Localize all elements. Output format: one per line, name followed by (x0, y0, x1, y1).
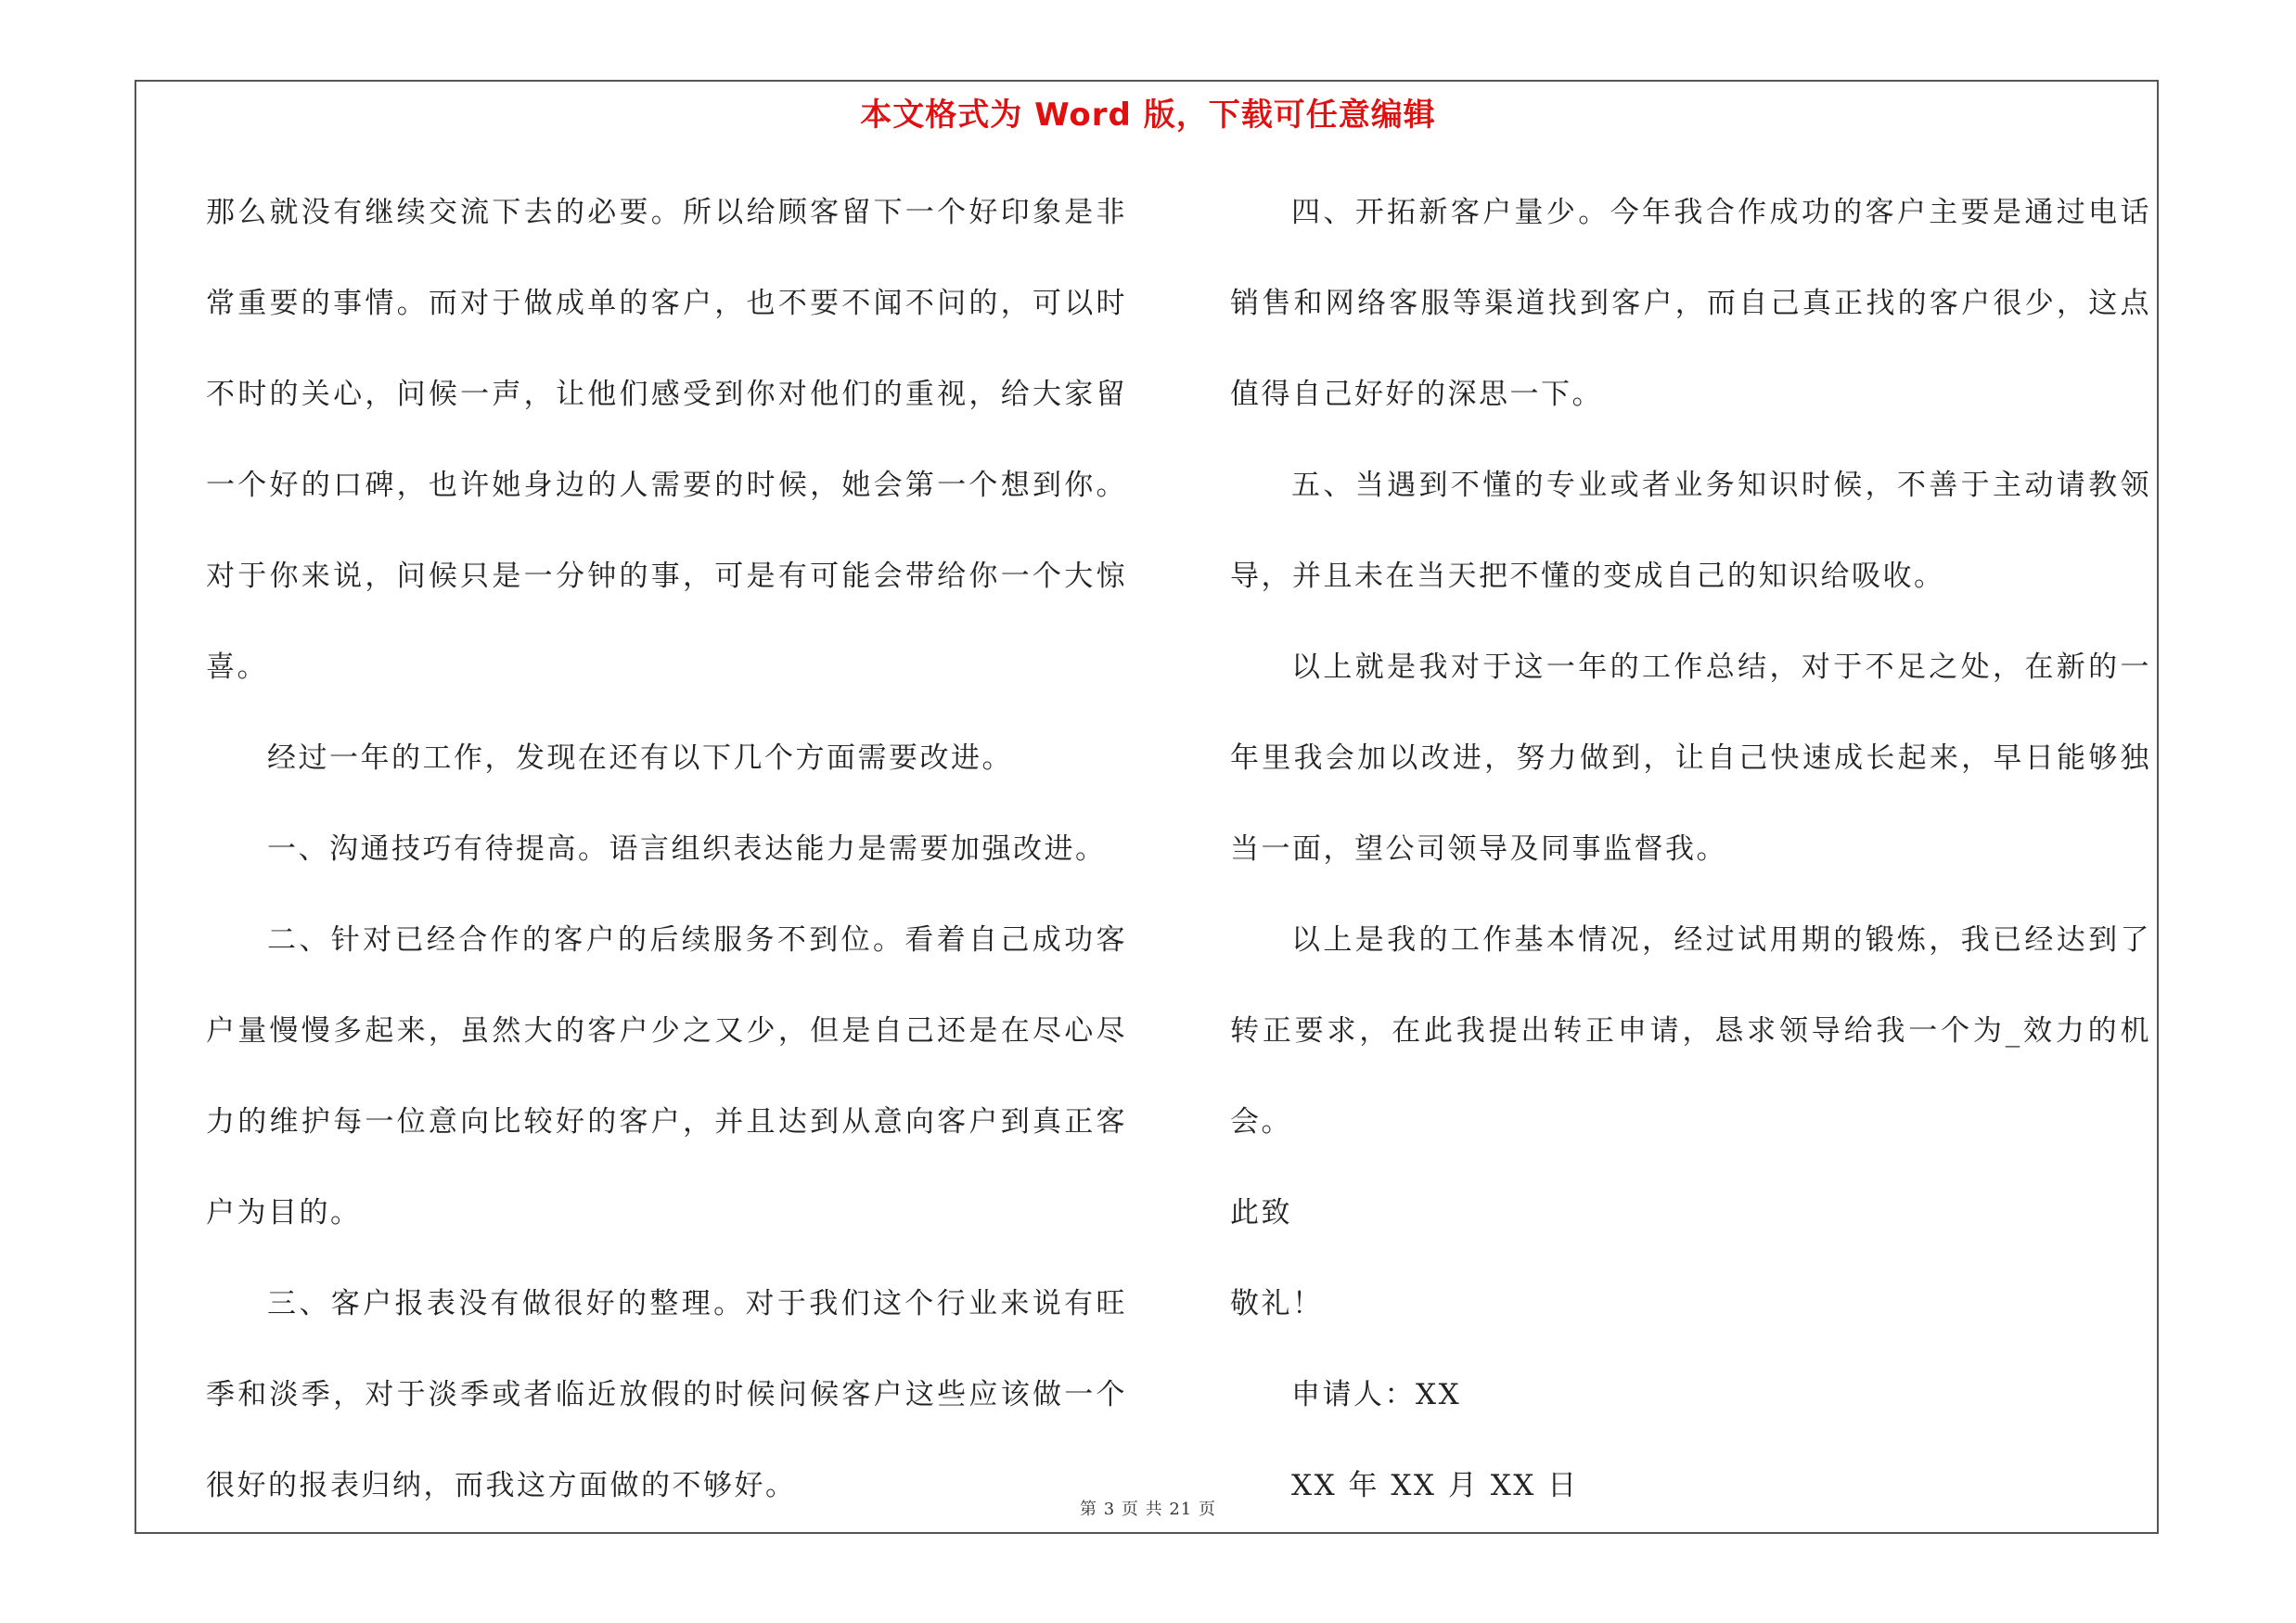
format-banner: 本文格式为 Word 版，下载可任意编辑 (860, 97, 1436, 134)
right-column (1230, 167, 2151, 1531)
paragraph: 经过一年的工作，发现在还有以下几个方面需要改进。 (267, 741, 1013, 775)
page-number: 第 3 页 共 21 页 (1080, 1500, 1216, 1519)
paragraph: 以上就是我对于这一年的工作总结，对于不足之处，在新的一年里我会加以改进，努力做到，让自己快速成长起来，早日能够独当一面，望公司领导及同事监督我。 (1230, 650, 2151, 866)
paragraph: 五、当遇到不懂的专业或者业务知识时候，不善于主动请教领导，并且未在当天把不懂的变成自己的知识给吸收。 (1230, 469, 2151, 593)
closing-salutation: 此致 (1230, 1196, 1292, 1230)
paragraph: 三、客户报表没有做很好的整理。对于我们这个行业来说有旺季和淡季，对于淡季或者临近放假的时候问候客户这些应该做一个很好的报表归纳，而我这方面做的不够好。 (206, 1287, 1127, 1502)
left-column (206, 167, 1127, 1531)
applicant-line: 申请人：XX (1291, 1378, 1462, 1411)
paragraph: 二、针对已经合作的客户的后续服务不到位。看着自己成功客户量慢慢多起来，虽然大的客户少之又少，但是自己还是在尽心尽力的维护每一位意向比较好的客户，并且达到从意向客户到真正客户为目的。 (206, 923, 1127, 1230)
paragraph: 四、开拓新客户量少。今年我合作成功的客户主要是通过电话销售和网络客服等渠道找到客户，而自己真正找的客户很少，这点值得自己好好的深思一下。 (1230, 196, 2151, 411)
paragraph: 一、沟通技巧有待提高。语言组织表达能力是需要加强改进。 (267, 832, 1107, 866)
paragraph: 那么就没有继续交流下去的必要。所以给顾客留下一个好印象是非常重要的事情。而对于做成单的客户，也不要不闻不问的，可以时不时的关心，问候一声，让他们感受到你对他们的重视，给大家留一个好的口碑，也许她身边的人需要的时候，她会第一个想到你。对于你来说，问候只是一分钟的事，可是有可能会带给你一个大惊喜。 (206, 196, 1127, 684)
paragraph: 以上是我的工作基本情况，经过试用期的锻炼，我已经达到了转正要求，在此我提出转正申请，恳求领导给我一个为_效力的机会。 (1230, 923, 2151, 1139)
closing-respect: 敬礼！ (1230, 1287, 1324, 1320)
date-line: XX 年 XX 月 XX 日 (1291, 1469, 1579, 1502)
